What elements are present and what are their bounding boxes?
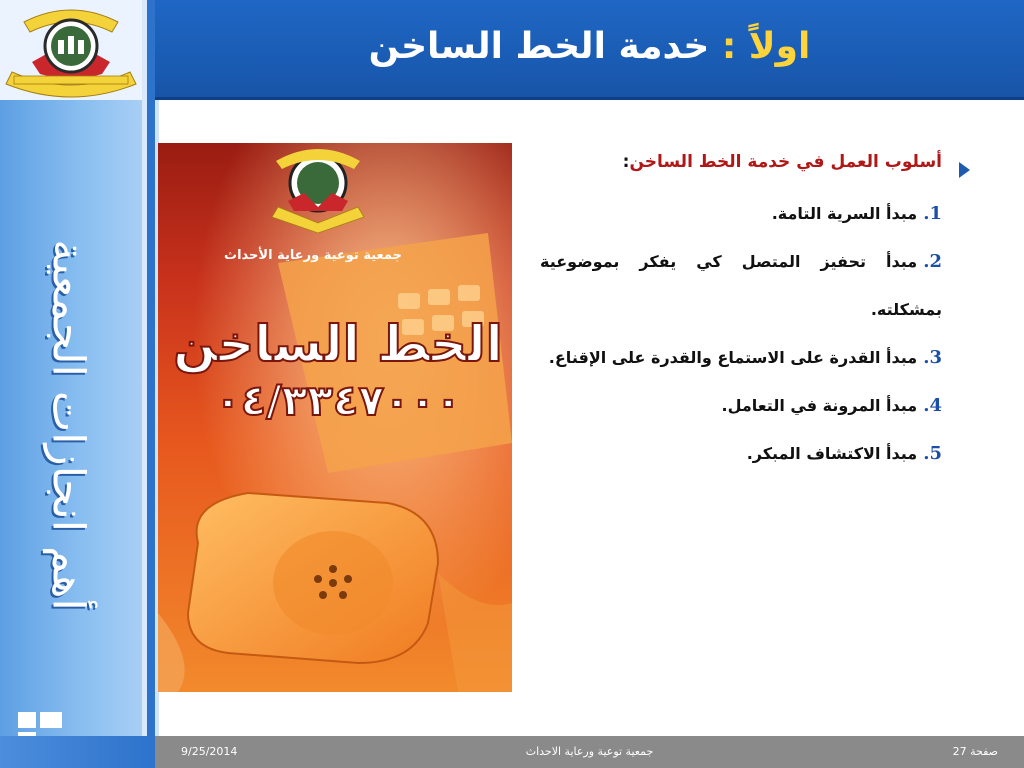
- slide-title: [155, 26, 1024, 67]
- poster-org-name: جمعية توعية ورعاية الأحداث: [224, 248, 402, 263]
- decor-square: [40, 712, 62, 728]
- list-text: مبدأ القدرة على الاستماع والقدرة على الإقناع.: [548, 348, 918, 367]
- content-heading-colon: :: [622, 152, 630, 172]
- footer-org: جمعية توعية ورعاية الاحداث: [525, 745, 654, 758]
- emblem-logo-icon: [2, 2, 140, 98]
- content-heading-text: أسلوب العمل في خدمة الخط الساخن: [629, 152, 942, 172]
- list-number: 1.: [923, 203, 942, 224]
- title-main: خدمة الخط الساخن: [368, 26, 710, 67]
- poster-phone: ٠٤/٣٣٤٧٠٠٠: [214, 376, 462, 425]
- footer-left-stripe: [0, 736, 155, 768]
- logo-area: [0, 0, 142, 100]
- list-text: مبدأ الاكتشاف المبكر.: [746, 444, 918, 463]
- title-bar: [155, 0, 1024, 100]
- list-item: [540, 190, 942, 238]
- footer-page-number: صفحة 27: [952, 745, 998, 758]
- content-area: [540, 152, 970, 478]
- list-number: 4.: [923, 395, 942, 416]
- hotline-poster-image: [158, 143, 512, 692]
- footer-bar: [155, 736, 1024, 768]
- decor-square: [18, 712, 36, 728]
- content-heading: [540, 152, 970, 172]
- poster-headline: الخط الساخن: [173, 315, 503, 373]
- list-item: [540, 238, 942, 334]
- list-item: [540, 382, 942, 430]
- footer-date: 9/25/2014: [181, 745, 238, 758]
- bullet-arrow-icon: [959, 162, 970, 178]
- list-item: [540, 334, 942, 382]
- principles-list: [540, 190, 970, 478]
- list-item: [540, 430, 942, 478]
- list-number: 2.: [923, 251, 942, 272]
- title-accent: اولاً :: [721, 26, 811, 67]
- list-text: مبدأ تحفيز المتصل كي يفكر بموضوعية بمشكلته.: [540, 252, 942, 319]
- side-heading-text: أهم انجازات الجمعية: [42, 239, 94, 611]
- side-heading: [20, 225, 116, 625]
- list-text: مبدأ المرونة في التعامل.: [721, 396, 918, 415]
- divider-blue: [147, 0, 155, 768]
- list-number: 3.: [923, 347, 942, 368]
- list-text: مبدأ السرية التامة.: [771, 204, 918, 223]
- list-number: 5.: [923, 443, 942, 464]
